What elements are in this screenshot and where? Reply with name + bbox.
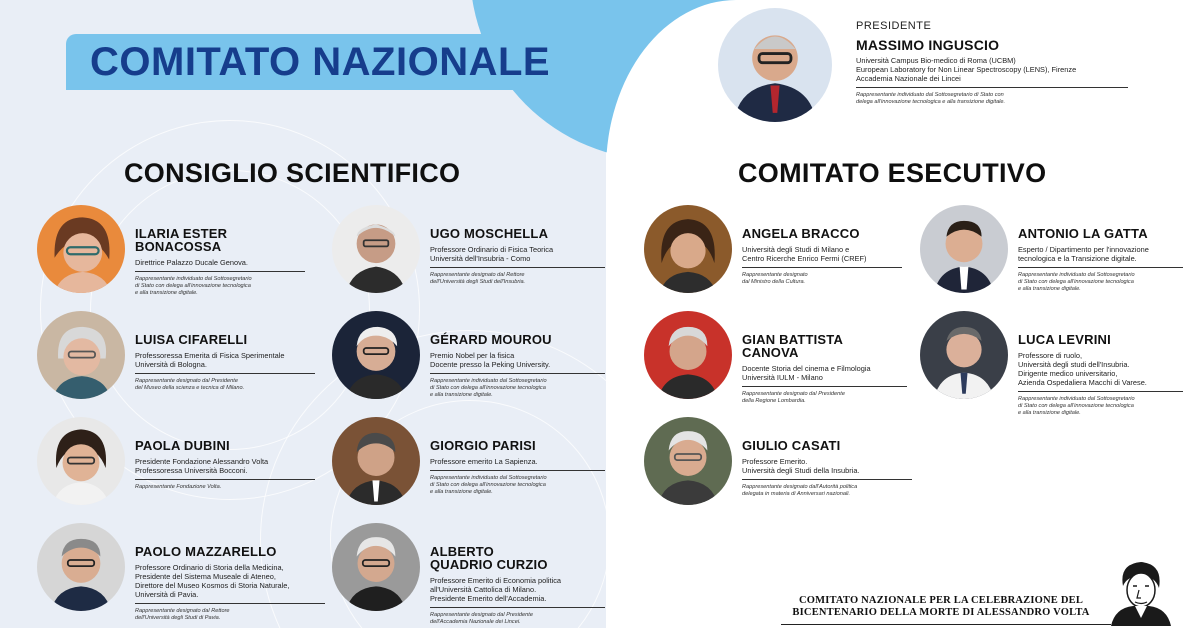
member-info (742, 439, 912, 498)
member-note: Rappresentante individuato dal Sottosegretario di Stato con delega all'innovazione tecnologica e alla transizione digitale. (1018, 396, 1135, 416)
member-info (430, 227, 605, 286)
member-note: Rappresentante designato dal Rettore dell'Università degli Studi dell'Insubria. (430, 272, 526, 285)
member-photo (37, 523, 125, 611)
volta-portrait-icon (1103, 556, 1175, 626)
member-name: ANGELA BRACCO (742, 226, 860, 241)
member-note: Rappresentante Fondazione Volta. (135, 484, 222, 490)
president-name: MASSIMO INGUSCIO (856, 37, 1000, 53)
president-note: Rappresentante individuato dal Sottosegretario di Stato con delega all'innovazione tecnologica e alla transizione digitale. (856, 92, 1006, 105)
member-name: ANTONIO LA GATTA (1018, 226, 1148, 241)
member-info (742, 227, 902, 286)
president-label: PRESIDENTE (856, 20, 932, 32)
title-banner (66, 34, 604, 90)
member-photo (332, 417, 420, 505)
member-role: Professore Emerito. Università degli Studi della Insubria. (742, 457, 912, 480)
member-photo (37, 311, 125, 399)
member-note: Rappresentante designato dal Presidente del Museo della scienza e tecnica di Milano. (135, 378, 245, 391)
footer-title: COMITATO NAZIONALE PER LA CELEBRAZIONE DEL BICENTENARIO DELLA MORTE DI ALESSANDRO VOLTA (792, 595, 1090, 618)
member-note: Rappresentante designato dal Ministro della Cultura. (742, 272, 808, 285)
member-note: Rappresentante individuato dal Sottosegretario di Stato con delega all'innovazione tecnologica e alla transizione digitale. (430, 475, 547, 495)
member-photo (644, 417, 732, 505)
member-name: LUCA LEVRINI (1018, 332, 1111, 347)
member-info (135, 545, 325, 622)
page-title: COMITATO NAZIONALE (90, 40, 551, 84)
member-info (742, 333, 907, 405)
member-role: Docente Storia del cinema e Filmologia Università IULM - Milano (742, 364, 907, 387)
member-info (1018, 227, 1183, 293)
member-role: Professoressa Emerita di Fisica Sperimentale Università di Bologna. (135, 351, 315, 374)
member-role: Università degli Studi di Milano e Centro Ricerche Enrico Fermi (CREF) (742, 245, 902, 268)
member-photo (644, 311, 732, 399)
consiglio-title: CONSIGLIO SCIENTIFICO (124, 158, 461, 188)
esecutivo-title: COMITATO ESECUTIVO (738, 158, 1047, 188)
member-info (1018, 333, 1183, 417)
member-name: LUISA CIFARELLI (135, 332, 248, 347)
member-role: Professore Ordinario di Fisica Teorica Università dell'Insubria - Como (430, 245, 605, 268)
member-info (135, 227, 305, 297)
member-note: Rappresentante individuato dal Sottosegretario di Stato con delega all'innovazione tecnologica e alla transizione digitale. (135, 276, 252, 296)
member-role: Esperto / Dipartimento per l'innovazione tecnologica e la Transizione digitale. (1018, 245, 1183, 268)
member-info (430, 333, 605, 399)
member-photo (332, 311, 420, 399)
member-note: Rappresentante designato dal Rettore dell'Università degli Studi di Pavia. (135, 608, 230, 621)
member-role: Professore emerito La Sapienza. (430, 457, 605, 471)
member-info (135, 439, 315, 491)
member-role: Direttrice Palazzo Ducale Genova. (135, 258, 305, 272)
member-photo (332, 523, 420, 611)
member-photo (332, 205, 420, 293)
member-info (135, 333, 315, 392)
member-role: Presidente Fondazione Alessandro Volta Professoressa Università Bocconi. (135, 457, 315, 480)
member-note: Rappresentante individuato dal Sottosegretario di Stato con delega all'innovazione tecnologica e alla transizione digitale. (430, 378, 547, 398)
member-note: Rappresentante designato dall'Autorità politica delegata in materia di Anniversari nazionali. (742, 484, 858, 497)
president-photo (718, 8, 832, 122)
member-role: Professore di ruolo, Università degli studi dell'Insubria. Dirigente medico universitario, Azienda Ospedaliera Macchi di Varese. (1018, 351, 1183, 392)
president-info (856, 20, 1128, 106)
member-info (430, 439, 605, 496)
member-photo (920, 311, 1008, 399)
member-photo (37, 205, 125, 293)
member-note: Rappresentante designato dal Presidente della Regione Lombardia. (742, 391, 845, 404)
member-note: Rappresentante designato dal Presidente dell'Accademia Nazionale dei Lincei. (430, 612, 533, 625)
footer-divider (781, 624, 1111, 625)
member-name: ILARIA ESTER BONACOSSA (135, 226, 228, 254)
member-role: Professore Emerito di Economia politica all'Università Cattolica di Milano. Presidente Emerito dell'Accademia. (430, 576, 605, 608)
member-photo (920, 205, 1008, 293)
president-role: Università Campus Bio-medico di Roma (UCBM) European Laboratory for Non Linear Spectroscopy (LENS), Firenze Accademia Nazionale dei Lincei (856, 56, 1128, 88)
member-info (430, 545, 605, 626)
member-name: UGO MOSCHELLA (430, 226, 549, 241)
member-name: PAOLO MAZZARELLO (135, 544, 277, 559)
member-name: GÉRARD MOUROU (430, 332, 552, 347)
member-note: Rappresentante individuato dal Sottosegretario di Stato con delega all'innovazione tecnologica e alla transizione digitale. (1018, 272, 1135, 292)
member-role: Premio Nobel per la fisica Docente presso la Peking University. (430, 351, 605, 374)
member-role: Professore Ordinario di Storia della Medicina, Presidente del Sistema Museale di Ateneo, Direttore del Museo Kosmos di Storia Naturale, Università di Pavia. (135, 563, 325, 604)
member-photo (37, 417, 125, 505)
member-name: ALBERTO QUADRIO CURZIO (430, 544, 548, 572)
member-name: GIAN BATTISTA CANOVA (742, 332, 844, 360)
member-name: GIORGIO PARISI (430, 438, 536, 453)
member-photo (644, 205, 732, 293)
member-name: GIULIO CASATI (742, 438, 841, 453)
member-name: PAOLA DUBINI (135, 438, 230, 453)
